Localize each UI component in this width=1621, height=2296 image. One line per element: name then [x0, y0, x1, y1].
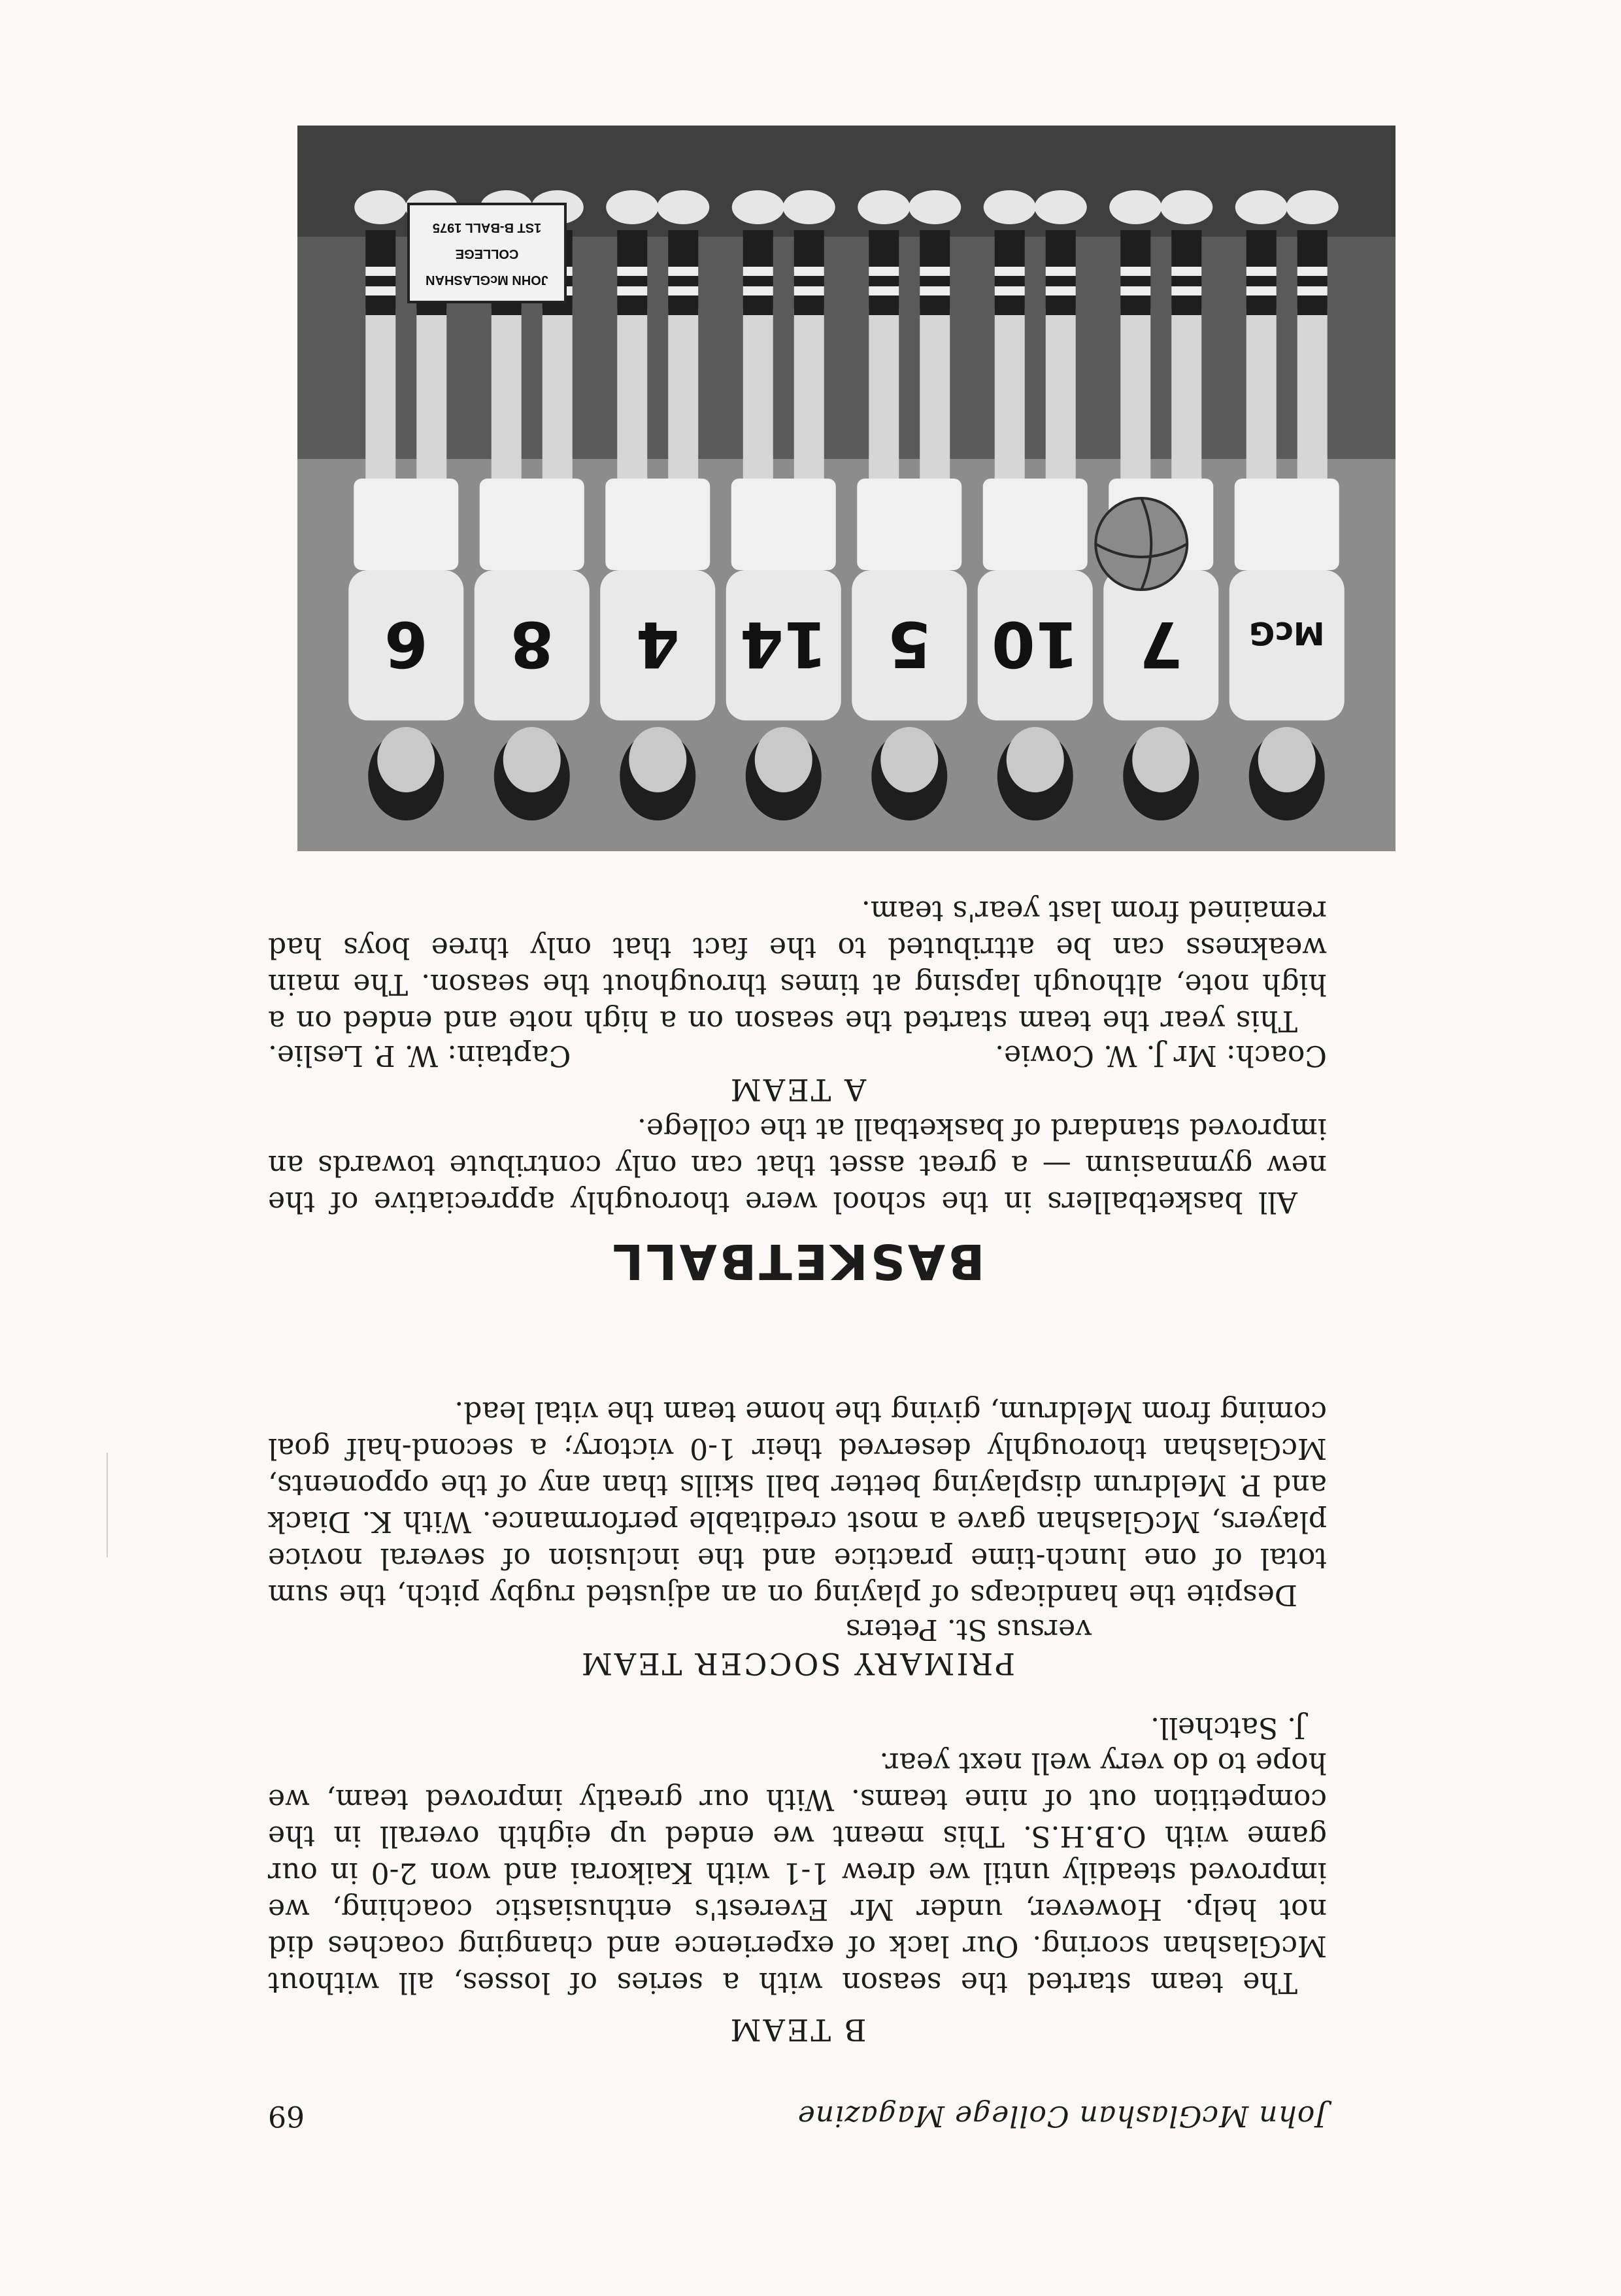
b-team-signature: J. Satchell.: [1150, 1711, 1306, 1744]
running-head: [268, 2099, 1327, 2133]
coach-name: Coach: Mr J. W. Cowie.: [995, 1039, 1327, 1072]
sign-line-3: 1ST B-BALL 1975: [432, 220, 542, 235]
sign-line-1: JOHN McGLASHAN: [426, 273, 548, 287]
basketball: [1095, 498, 1187, 590]
sign-line-2: COLLEGE: [455, 246, 519, 261]
jersey-number: 4: [635, 607, 680, 681]
primary-soccer-section: [268, 1393, 1327, 1681]
coach-captain-line: [268, 1039, 1327, 1072]
magazine-title: John McGlashan College Magazine: [797, 2099, 1327, 2133]
jersey-number: McG: [1248, 615, 1325, 651]
jersey-number: 8: [510, 607, 554, 681]
jersey-number: 7: [1139, 607, 1183, 681]
b-team-paragraph: The team started the season with a series of losses, all without McGlashan scoring. Our lack of experience and changing coaches did not help. However, under Mr Everest's enthusiastic coaching, we improved steadily until we drew 1-1 with Kaikorai and won 2-0 in our game with O.B.H.S. This meant we ended up eighth overall in the competition out of nine teams. With our greatly improved team, we hope to do very well next year.: [268, 1746, 1327, 1999]
jersey-number: 6: [384, 607, 428, 681]
team-sign: [409, 204, 565, 302]
team-photo: [297, 126, 1395, 851]
captain-name: Captain: W. P. Leslie.: [268, 1039, 571, 1072]
b-team-section: [268, 1711, 1327, 2048]
basketball-intro: All basketballers in the school were thoroughly appreciative of the new gymnasium — a great asset that can only contribute towards an improved standard of basketball at the college.: [268, 1112, 1327, 1219]
margin-mark: [107, 1453, 108, 1557]
a-team-heading: A TEAM: [728, 1072, 867, 1107]
page-number: 69: [268, 2099, 305, 2133]
primary-soccer-heading: PRIMARY SOCCER TEAM: [579, 1646, 1016, 1681]
primary-soccer-paragraph: Despite the handicaps of playing on an adjusted rugby pitch, the sum total of one lunch-time practice and the inclusion of several novice players, McGlashan gave a most creditable performance. With K. Diack and P. Meldrum displaying better ball skills than any of the opponents, McGlashan thoroughly deserved their 1-0 victory; a second-half goal coming from Meldrum, giving the home team the vital lead.: [268, 1395, 1327, 1612]
jersey-number: 10: [991, 607, 1079, 681]
a-team-paragraph: This year the team started the season on a high note and ended on a high note, although lapsing at times throughout the season. The main weakness can be attributed to the fact that only three boys had remained from last year's team.: [268, 894, 1327, 1038]
jersey-number: 5: [887, 607, 931, 681]
primary-soccer-subheading: versus St. Peters: [845, 1613, 1092, 1646]
team-photo-drawing: [297, 126, 1395, 851]
basketball-heading: BASKETBALL: [610, 1233, 985, 1289]
b-team-heading: B TEAM: [728, 2012, 867, 2048]
basketball-section: [268, 892, 1327, 1289]
jersey-number: 14: [739, 607, 827, 681]
